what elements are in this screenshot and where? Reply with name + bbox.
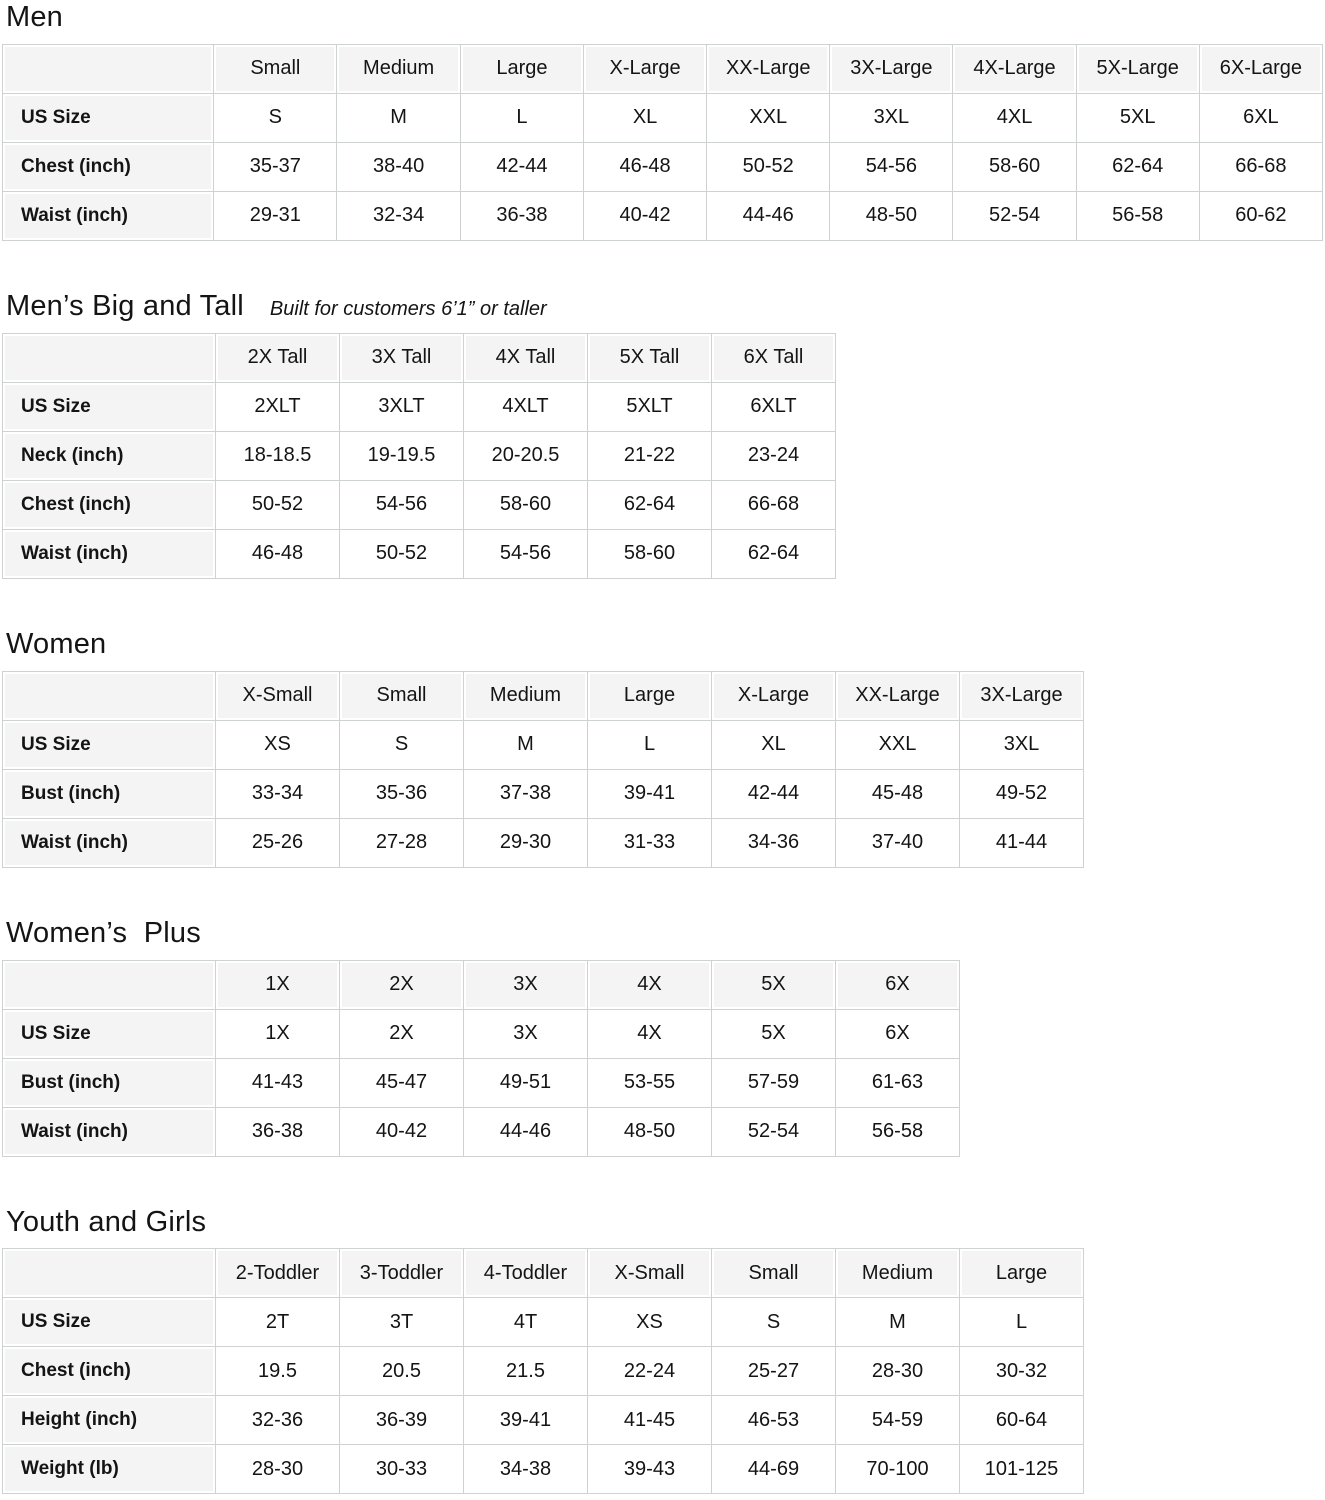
size-cell: 54-56 (464, 530, 587, 578)
size-cell: 62-64 (1077, 143, 1199, 191)
size-cell: 20-20.5 (464, 432, 587, 480)
column-header: X-Large (712, 672, 835, 720)
column-header: Small (712, 1249, 835, 1297)
size-cell: 4T (464, 1298, 587, 1346)
size-cell: 20.5 (340, 1347, 463, 1395)
size-cell: 52-54 (712, 1108, 835, 1156)
table-head (3, 961, 959, 1009)
table-row (3, 1059, 959, 1107)
size-cell: 56-58 (1077, 192, 1199, 240)
header-row (3, 1249, 1083, 1297)
size-cell: 41-45 (588, 1396, 711, 1444)
size-cell: 21-22 (588, 432, 711, 480)
size-cell: 1X (216, 1010, 339, 1058)
size-cell: 48-50 (830, 192, 952, 240)
column-header: Large (461, 45, 583, 93)
size-cell: 42-44 (461, 143, 583, 191)
corner-cell (3, 45, 213, 93)
size-cell: S (712, 1298, 835, 1346)
section-title: Youth and Girls (6, 1205, 207, 1238)
size-cell: 5X (712, 1010, 835, 1058)
size-cell: 62-64 (712, 530, 835, 578)
table-row (3, 770, 1083, 818)
row-label: Bust (inch) (3, 770, 215, 818)
corner-cell (3, 1249, 215, 1297)
row-label: Waist (inch) (3, 1108, 215, 1156)
size-cell: 37-38 (464, 770, 587, 818)
column-header: 3-Toddler (340, 1249, 463, 1297)
size-cell: 39-41 (464, 1396, 587, 1444)
row-label: Chest (inch) (3, 481, 215, 529)
size-cell: 36-38 (216, 1108, 339, 1156)
size-cell: 32-34 (337, 192, 459, 240)
table-row (3, 819, 1083, 867)
size-cell: 50-52 (707, 143, 829, 191)
column-header: 4X-Large (953, 45, 1075, 93)
size-cell: XS (216, 721, 339, 769)
section-women (2, 629, 1323, 868)
table-head (3, 672, 1083, 720)
column-header: 6X Tall (712, 334, 835, 382)
size-cell: 29-31 (214, 192, 336, 240)
corner-cell (3, 334, 215, 382)
column-header: Medium (464, 672, 587, 720)
column-header: X-Large (584, 45, 706, 93)
size-cell: 61-63 (836, 1059, 959, 1107)
section-title: Men (6, 1, 64, 33)
size-cell: 6XL (1200, 94, 1322, 142)
size-cell: 3X (464, 1010, 587, 1058)
size-cell: 44-46 (707, 192, 829, 240)
column-header: X-Small (588, 1249, 711, 1297)
column-header: 3X Tall (340, 334, 463, 382)
size-cell: 3T (340, 1298, 463, 1346)
column-header: Large (588, 672, 711, 720)
size-cell: 54-56 (830, 143, 952, 191)
size-cell: 66-68 (1200, 143, 1322, 191)
section-youth-and-girls (2, 1207, 1323, 1495)
table-row (3, 1298, 1083, 1346)
size-cell: 57-59 (712, 1059, 835, 1107)
size-cell: 37-40 (836, 819, 959, 867)
size-cell: 2T (216, 1298, 339, 1346)
size-cell: 44-46 (464, 1108, 587, 1156)
size-cell: 56-58 (836, 1108, 959, 1156)
size-cell: M (836, 1298, 959, 1346)
size-cell: 50-52 (216, 481, 339, 529)
table-row (3, 383, 835, 431)
column-header: Medium (337, 45, 459, 93)
size-cell: 25-26 (216, 819, 339, 867)
table-row (3, 192, 1322, 240)
column-header: 2-Toddler (216, 1249, 339, 1297)
size-cell: 60-62 (1200, 192, 1322, 240)
header-row (3, 961, 959, 1009)
size-cell: 21.5 (464, 1347, 587, 1395)
column-header: 6X (836, 961, 959, 1009)
table-head (3, 334, 835, 382)
size-cell: 2XLT (216, 383, 339, 431)
size-cell: XL (712, 721, 835, 769)
size-cell: 4XLT (464, 383, 587, 431)
column-header: 3X-Large (830, 45, 952, 93)
table-row (3, 143, 1322, 191)
size-cell: S (214, 94, 336, 142)
size-cell: 41-43 (216, 1059, 339, 1107)
column-header: XX-Large (707, 45, 829, 93)
column-header: X-Small (216, 672, 339, 720)
size-cell: 23-24 (712, 432, 835, 480)
size-cell: L (461, 94, 583, 142)
size-cell: 58-60 (464, 481, 587, 529)
size-cell: 4XL (953, 94, 1075, 142)
column-header: 3X (464, 961, 587, 1009)
column-header: Medium (836, 1249, 959, 1297)
table-row (3, 94, 1322, 142)
column-header: Large (960, 1249, 1083, 1297)
table-row (3, 432, 835, 480)
size-cell: 66-68 (712, 481, 835, 529)
size-cell: 28-30 (216, 1445, 339, 1493)
size-cell: 38-40 (337, 143, 459, 191)
size-cell: 42-44 (712, 770, 835, 818)
column-header: Small (214, 45, 336, 93)
row-label: Waist (inch) (3, 530, 215, 578)
table-row (3, 530, 835, 578)
size-cell: 41-44 (960, 819, 1083, 867)
column-header: 4X (588, 961, 711, 1009)
size-table-womens-plus (2, 960, 960, 1157)
size-cell: XXL (836, 721, 959, 769)
row-label: US Size (3, 1010, 215, 1058)
size-table-men (2, 44, 1323, 241)
section-title: Men’s Big and Tall (6, 289, 244, 322)
size-cell: 46-48 (584, 143, 706, 191)
column-header: 4X Tall (464, 334, 587, 382)
column-header: Small (340, 672, 463, 720)
column-header: 5X-Large (1077, 45, 1199, 93)
size-cell: 60-64 (960, 1396, 1083, 1444)
size-cell: 62-64 (588, 481, 711, 529)
size-cell: 39-43 (588, 1445, 711, 1493)
size-cell: 54-56 (340, 481, 463, 529)
header-row (3, 672, 1083, 720)
size-cell: 58-60 (588, 530, 711, 578)
size-cell: 5XL (1077, 94, 1199, 142)
size-cell: 6XLT (712, 383, 835, 431)
table-body (3, 383, 835, 578)
size-cell: 35-37 (214, 143, 336, 191)
column-header: XX-Large (836, 672, 959, 720)
column-header: 4-Toddler (464, 1249, 587, 1297)
row-label: Waist (inch) (3, 819, 215, 867)
size-cell: 40-42 (340, 1108, 463, 1156)
row-label: US Size (3, 383, 215, 431)
column-header: 1X (216, 961, 339, 1009)
section-title: Women (6, 627, 107, 660)
size-cell: 25-27 (712, 1347, 835, 1395)
row-label: Height (inch) (3, 1396, 215, 1444)
size-cell: 34-36 (712, 819, 835, 867)
section-header (6, 629, 1323, 661)
size-cell: 49-52 (960, 770, 1083, 818)
corner-cell (3, 961, 215, 1009)
size-cell: 30-33 (340, 1445, 463, 1493)
size-cell: 22-24 (588, 1347, 711, 1395)
size-cell: 44-69 (712, 1445, 835, 1493)
size-cell: 50-52 (340, 530, 463, 578)
size-cell: 31-33 (588, 819, 711, 867)
row-label: Chest (inch) (3, 1347, 215, 1395)
row-label: Neck (inch) (3, 432, 215, 480)
table-row (3, 1010, 959, 1058)
table-body (3, 94, 1322, 240)
size-cell: 101-125 (960, 1445, 1083, 1493)
column-header: 3X-Large (960, 672, 1083, 720)
section-header (6, 918, 1323, 950)
size-cell: 40-42 (584, 192, 706, 240)
section-title: Women’s Plus (6, 916, 201, 949)
size-cell: 45-48 (836, 770, 959, 818)
size-cell: 3XLT (340, 383, 463, 431)
section-header (6, 2, 1323, 34)
size-cell: 39-41 (588, 770, 711, 818)
size-cell: 19-19.5 (340, 432, 463, 480)
table-body (3, 1298, 1083, 1493)
table-row (3, 721, 1083, 769)
row-label: Bust (inch) (3, 1059, 215, 1107)
corner-cell (3, 672, 215, 720)
section-mens-big-and-tall (2, 291, 1323, 579)
size-cell: 36-38 (461, 192, 583, 240)
size-cell: 6X (836, 1010, 959, 1058)
size-cell: M (337, 94, 459, 142)
size-cell: XXL (707, 94, 829, 142)
section-header (6, 1207, 1323, 1239)
size-cell: 46-53 (712, 1396, 835, 1444)
row-label: Waist (inch) (3, 192, 213, 240)
size-table-youth-and-girls (2, 1248, 1084, 1494)
section-header (6, 291, 1323, 323)
row-label: US Size (3, 721, 215, 769)
table-row (3, 1445, 1083, 1493)
row-label: Chest (inch) (3, 143, 213, 191)
size-cell: 70-100 (836, 1445, 959, 1493)
size-cell: 19.5 (216, 1347, 339, 1395)
size-cell: M (464, 721, 587, 769)
header-row (3, 45, 1322, 93)
size-cell: 58-60 (953, 143, 1075, 191)
size-cell: 3XL (830, 94, 952, 142)
size-cell: S (340, 721, 463, 769)
column-header: 6X-Large (1200, 45, 1322, 93)
size-cell: 53-55 (588, 1059, 711, 1107)
size-cell: XS (588, 1298, 711, 1346)
size-cell: 54-59 (836, 1396, 959, 1444)
size-cell: 5XLT (588, 383, 711, 431)
column-header: 5X (712, 961, 835, 1009)
column-header: 5X Tall (588, 334, 711, 382)
table-head (3, 1249, 1083, 1297)
size-cell: 33-34 (216, 770, 339, 818)
size-cell: L (960, 1298, 1083, 1346)
header-row (3, 334, 835, 382)
column-header: 2X Tall (216, 334, 339, 382)
size-cell: 48-50 (588, 1108, 711, 1156)
size-cell: 27-28 (340, 819, 463, 867)
section-subtitle: Built for customers 6’1” or taller (269, 297, 547, 320)
size-cell: 52-54 (953, 192, 1075, 240)
size-cell: 2X (340, 1010, 463, 1058)
row-label: US Size (3, 1298, 215, 1346)
size-cell: 35-36 (340, 770, 463, 818)
size-cell: 34-38 (464, 1445, 587, 1493)
table-row (3, 481, 835, 529)
size-cell: 28-30 (836, 1347, 959, 1395)
size-cell: 45-47 (340, 1059, 463, 1107)
size-cell: 4X (588, 1010, 711, 1058)
column-header: 2X (340, 961, 463, 1009)
size-cell: XL (584, 94, 706, 142)
table-body (3, 721, 1083, 867)
row-label: Weight (lb) (3, 1445, 215, 1493)
size-cell: L (588, 721, 711, 769)
size-cell: 30-32 (960, 1347, 1083, 1395)
size-cell: 18-18.5 (216, 432, 339, 480)
table-body (3, 1010, 959, 1156)
section-men (2, 2, 1323, 241)
size-cell: 3XL (960, 721, 1083, 769)
size-cell: 49-51 (464, 1059, 587, 1107)
size-cell: 32-36 (216, 1396, 339, 1444)
table-row (3, 1108, 959, 1156)
table-row (3, 1396, 1083, 1444)
table-row (3, 1347, 1083, 1395)
table-head (3, 45, 1322, 93)
size-cell: 36-39 (340, 1396, 463, 1444)
section-womens-plus (2, 918, 1323, 1157)
size-table-mens-big-and-tall (2, 333, 836, 579)
size-table-women (2, 671, 1084, 868)
row-label: US Size (3, 94, 213, 142)
size-cell: 46-48 (216, 530, 339, 578)
size-cell: 29-30 (464, 819, 587, 867)
